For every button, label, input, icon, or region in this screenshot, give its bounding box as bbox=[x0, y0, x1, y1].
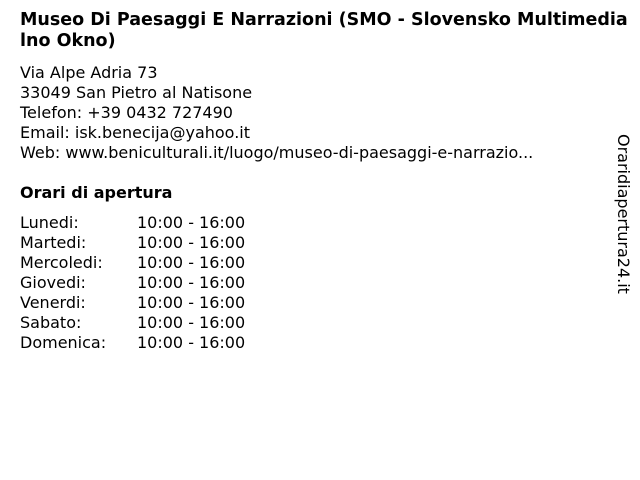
day-label: Mercoledi: bbox=[20, 253, 103, 272]
day-label: Domenica: bbox=[20, 333, 107, 352]
page-title: Museo Di Paesaggi E Narrazioni (SMO - Slovensko Multimedialno Okno) bbox=[20, 10, 628, 51]
hours-row-sunday bbox=[20, 333, 245, 353]
time-range: 10:00 - 16:00 bbox=[137, 333, 246, 352]
street-address: Via Alpe Adria 73 bbox=[20, 63, 158, 82]
time-range: 10:00 - 16:00 bbox=[137, 253, 246, 272]
day-label: Venerdi: bbox=[20, 293, 86, 312]
time-range: 10:00 - 16:00 bbox=[137, 233, 246, 252]
day-label: Lunedi: bbox=[20, 213, 79, 232]
email-address: Email: isk.benecija@yahoo.it bbox=[20, 123, 250, 142]
hours-row-monday bbox=[20, 213, 245, 233]
phone-number: Telefon: +39 0432 727490 bbox=[20, 103, 233, 122]
day-label: Martedi: bbox=[20, 233, 87, 252]
time-range: 10:00 - 16:00 bbox=[137, 313, 246, 332]
hours-row-thursday bbox=[20, 273, 245, 293]
day-label: Sabato: bbox=[20, 313, 82, 332]
site-watermark: Oraridiapertura24.it bbox=[614, 134, 633, 294]
time-range: 10:00 - 16:00 bbox=[137, 213, 246, 232]
contact-block bbox=[20, 63, 610, 163]
city-address: 33049 San Pietro al Natisone bbox=[20, 83, 253, 102]
hours-row-friday bbox=[20, 293, 245, 313]
time-range: 10:00 - 16:00 bbox=[137, 293, 246, 312]
time-range: 10:00 - 16:00 bbox=[137, 273, 246, 292]
day-label: Giovedi: bbox=[20, 273, 86, 292]
hours-row-saturday bbox=[20, 313, 245, 333]
hours-row-tuesday bbox=[20, 233, 245, 253]
hours-row-wednesday bbox=[20, 253, 245, 273]
website-link[interactable]: Web: www.beniculturali.it/luogo/museo-di-paesaggi-e-narrazio... bbox=[20, 143, 534, 162]
opening-hours-title: Orari di apertura bbox=[20, 183, 173, 202]
opening-hours-table bbox=[20, 213, 245, 353]
